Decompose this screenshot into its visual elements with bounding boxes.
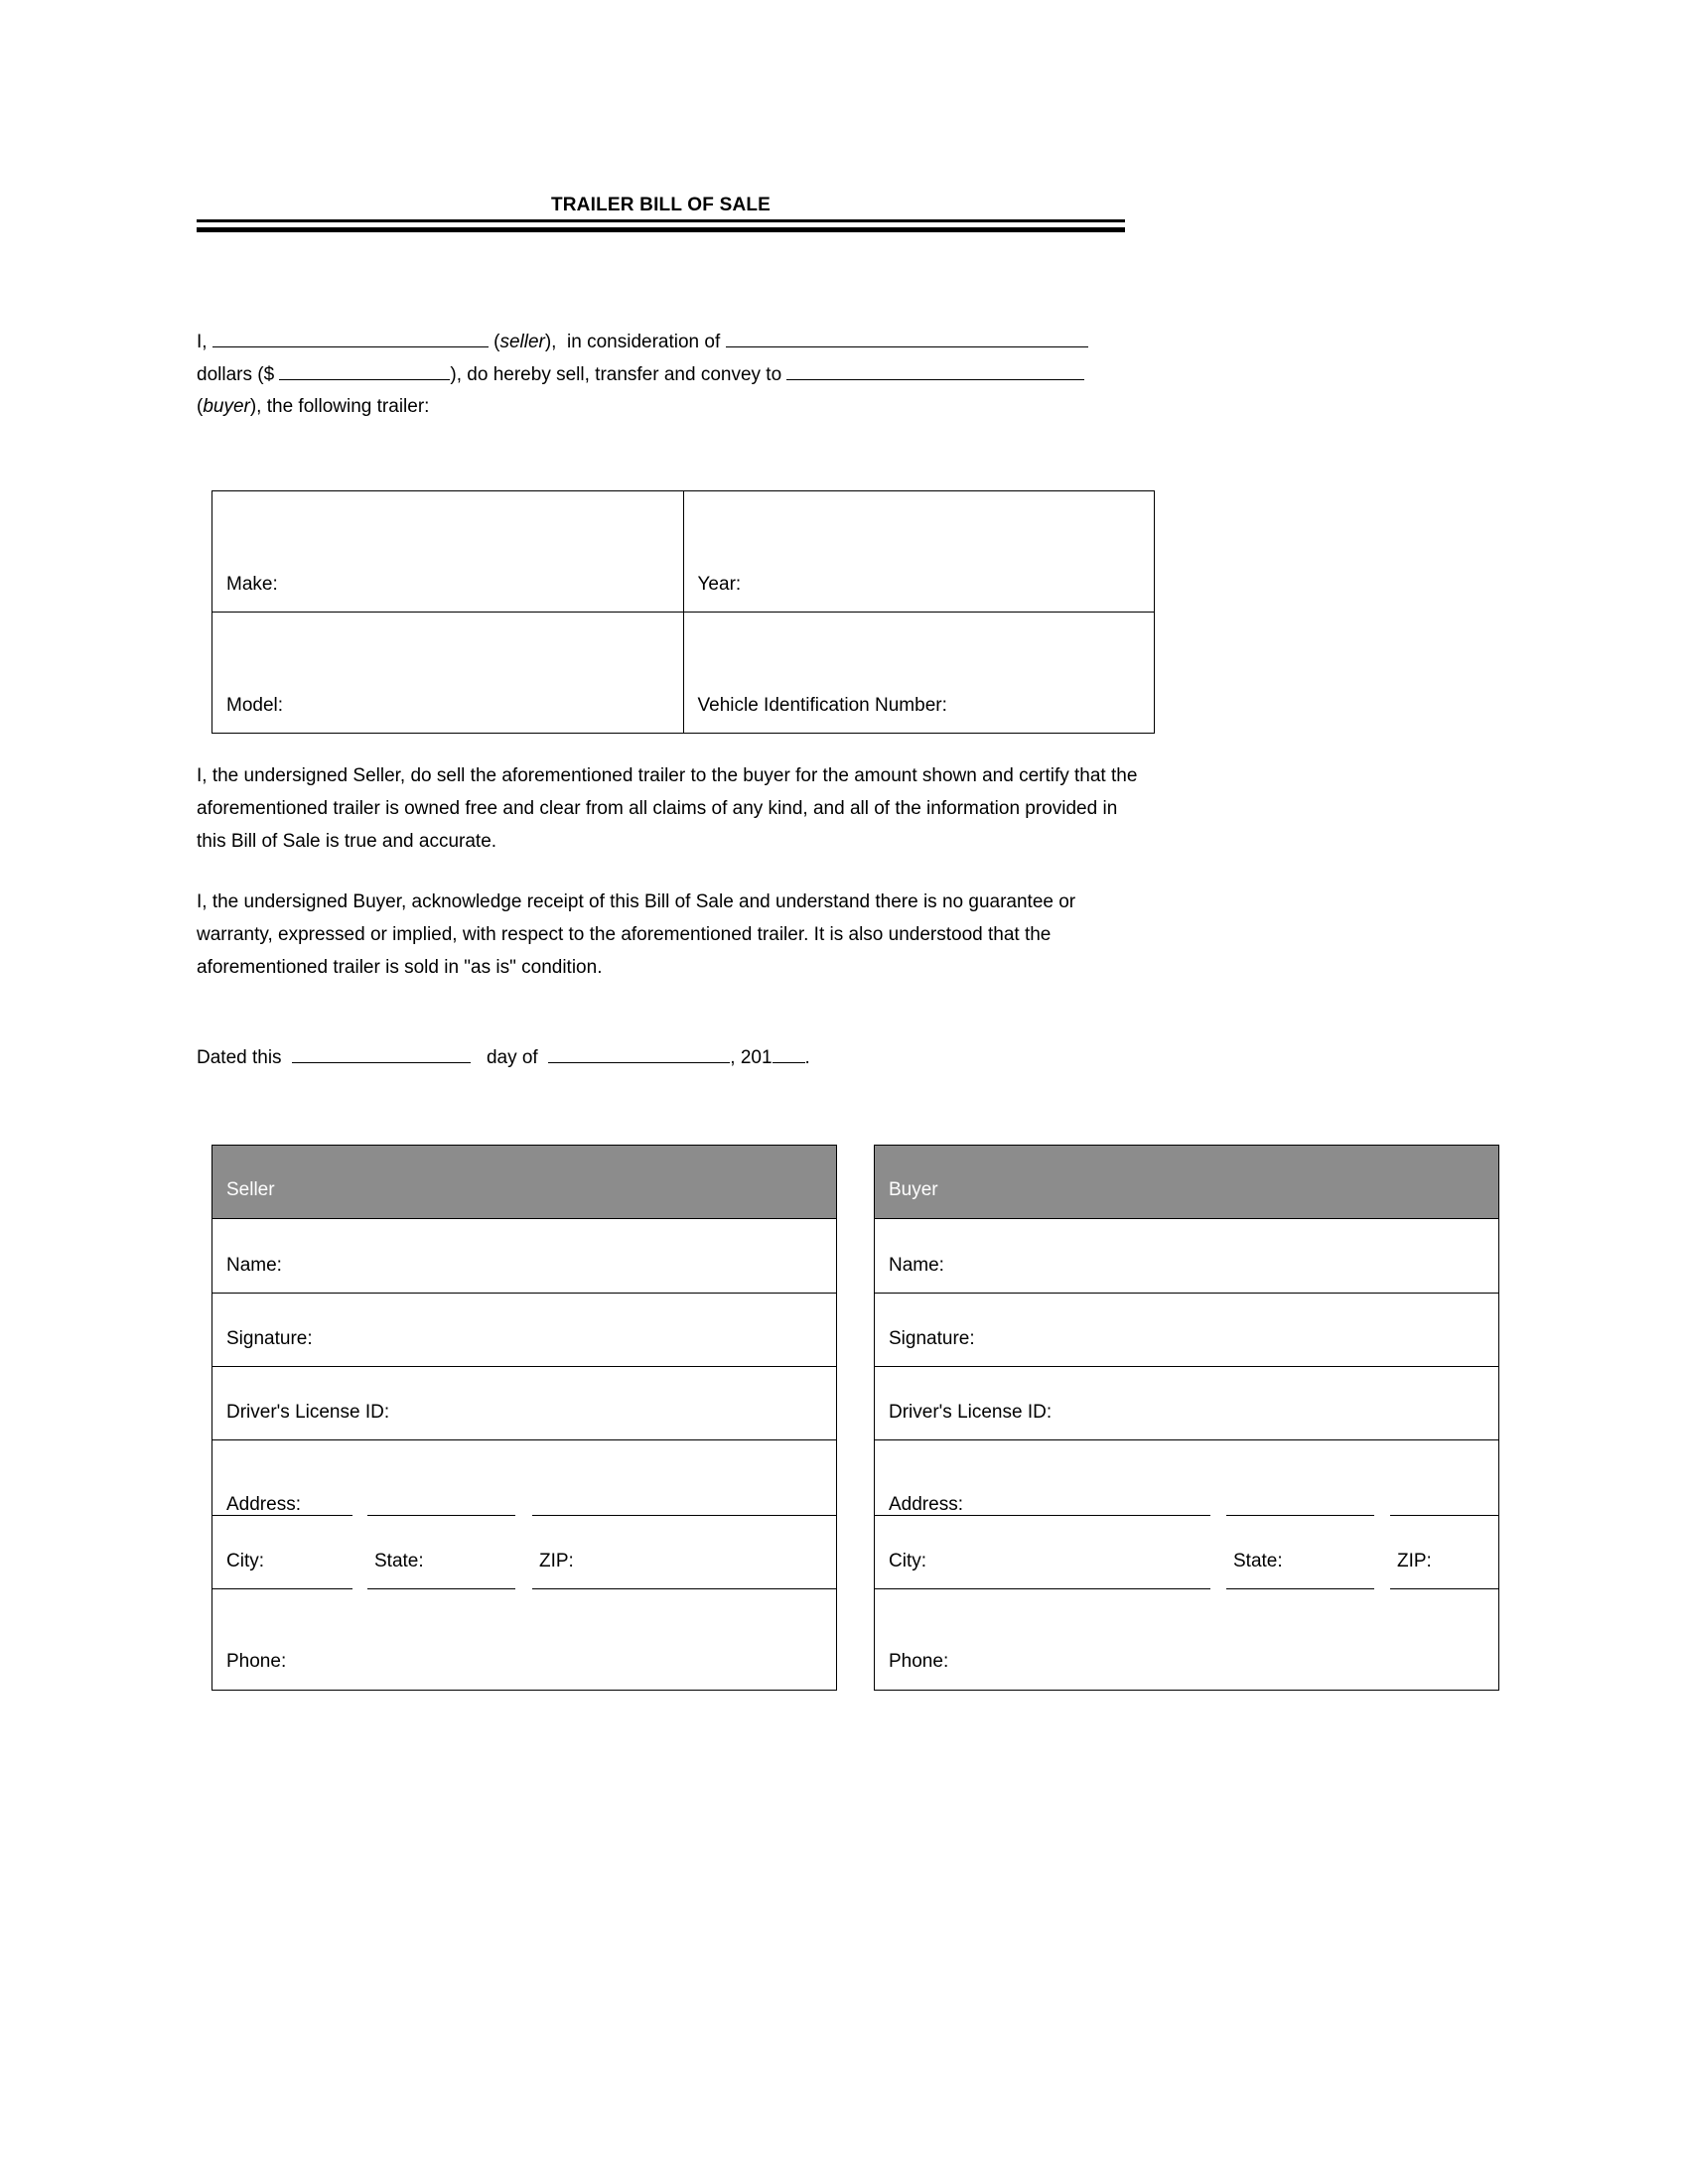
buyer-signature-field[interactable]: Signature: [875, 1294, 1498, 1367]
seller-name-field[interactable]: Name: [212, 1220, 836, 1294]
buyer-address-line-3[interactable] [1390, 1440, 1498, 1516]
buyer-statement: I, the undersigned Buyer, acknowledge receipt of this Bill of Sale and understand there is no guarantee or warranty, expressed or implied, with respect to the aforementioned trailer. It is also understood that the aforementioned trailer is sold in "as is" condition. [197, 891, 1076, 978]
buyer-name-field[interactable]: Name: [875, 1220, 1498, 1294]
seller-state-field[interactable]: State: [367, 1516, 515, 1589]
intro-line-2: dollars ($ ), do hereby sell, transfer and convey to [197, 363, 1084, 386]
seller-address-line-1[interactable] [212, 1440, 352, 1516]
seller-city-field[interactable]: City: [212, 1516, 352, 1589]
model-label: Model: [226, 695, 284, 716]
buyer-header: Buyer [875, 1146, 1498, 1219]
buyer-name-blank[interactable] [786, 363, 1084, 380]
make-field[interactable] [212, 491, 684, 613]
title-rule-thin [197, 219, 1125, 222]
buyer-address-label: Address: [889, 1494, 963, 1515]
buyer-term: buyer [203, 396, 250, 417]
vehicle-details-table [211, 490, 1155, 734]
seller-term: seller [499, 332, 545, 352]
buyer-address-line-1[interactable] [875, 1440, 1210, 1516]
seller-box [211, 1145, 837, 1691]
seller-statement: I, the undersigned Seller, do sell the aforementioned trailer to the buyer for the amount shown and certify that the aforementioned trailer is owned free and clear from all claims of any kind, and all of the information provided in this Bill of Sale is true and accurate. [197, 765, 1138, 852]
model-field[interactable] [212, 613, 684, 734]
buyer-city-field[interactable]: City: [875, 1516, 1210, 1589]
dated-line: Dated this day of , 201 . [197, 1047, 810, 1068]
title-rule-thick [197, 227, 1125, 232]
seller-address-line-3[interactable] [532, 1440, 836, 1516]
year-field[interactable] [683, 491, 1155, 613]
buyer-state-field[interactable]: State: [1226, 1516, 1374, 1589]
intro-line-3: (buyer), the following trailer: [197, 396, 430, 417]
intro-line-1: I, (seller), in consideration of [197, 331, 1088, 353]
day-blank[interactable] [292, 1046, 471, 1063]
seller-signature-field[interactable]: Signature: [212, 1294, 836, 1367]
make-label: Make: [226, 574, 278, 595]
year-label: Year: [697, 574, 742, 595]
seller-name-blank[interactable] [212, 331, 489, 347]
dollar-amount-blank[interactable] [279, 363, 450, 380]
year-digit-blank[interactable] [773, 1046, 805, 1063]
document-title: TRAILER BILL OF SALE [550, 195, 772, 215]
vin-label: Vehicle Identification Number: [697, 695, 947, 716]
month-blank[interactable] [548, 1046, 730, 1063]
buyer-phone-field[interactable]: Phone: [889, 1651, 949, 1672]
seller-zip-field[interactable]: ZIP: [532, 1516, 836, 1589]
buyer-box [874, 1145, 1499, 1691]
consideration-amount-blank[interactable] [726, 331, 1088, 347]
buyer-zip-field[interactable]: ZIP: [1390, 1516, 1498, 1589]
vin-field[interactable] [683, 613, 1155, 734]
buyer-license-field[interactable]: Driver's License ID: [875, 1367, 1498, 1440]
buyer-address-line-2[interactable] [1226, 1440, 1374, 1516]
seller-header: Seller [212, 1146, 836, 1219]
seller-license-field[interactable]: Driver's License ID: [212, 1367, 836, 1440]
seller-phone-field[interactable]: Phone: [226, 1651, 287, 1672]
seller-address-label: Address: [226, 1494, 301, 1515]
seller-address-line-2[interactable] [367, 1440, 515, 1516]
